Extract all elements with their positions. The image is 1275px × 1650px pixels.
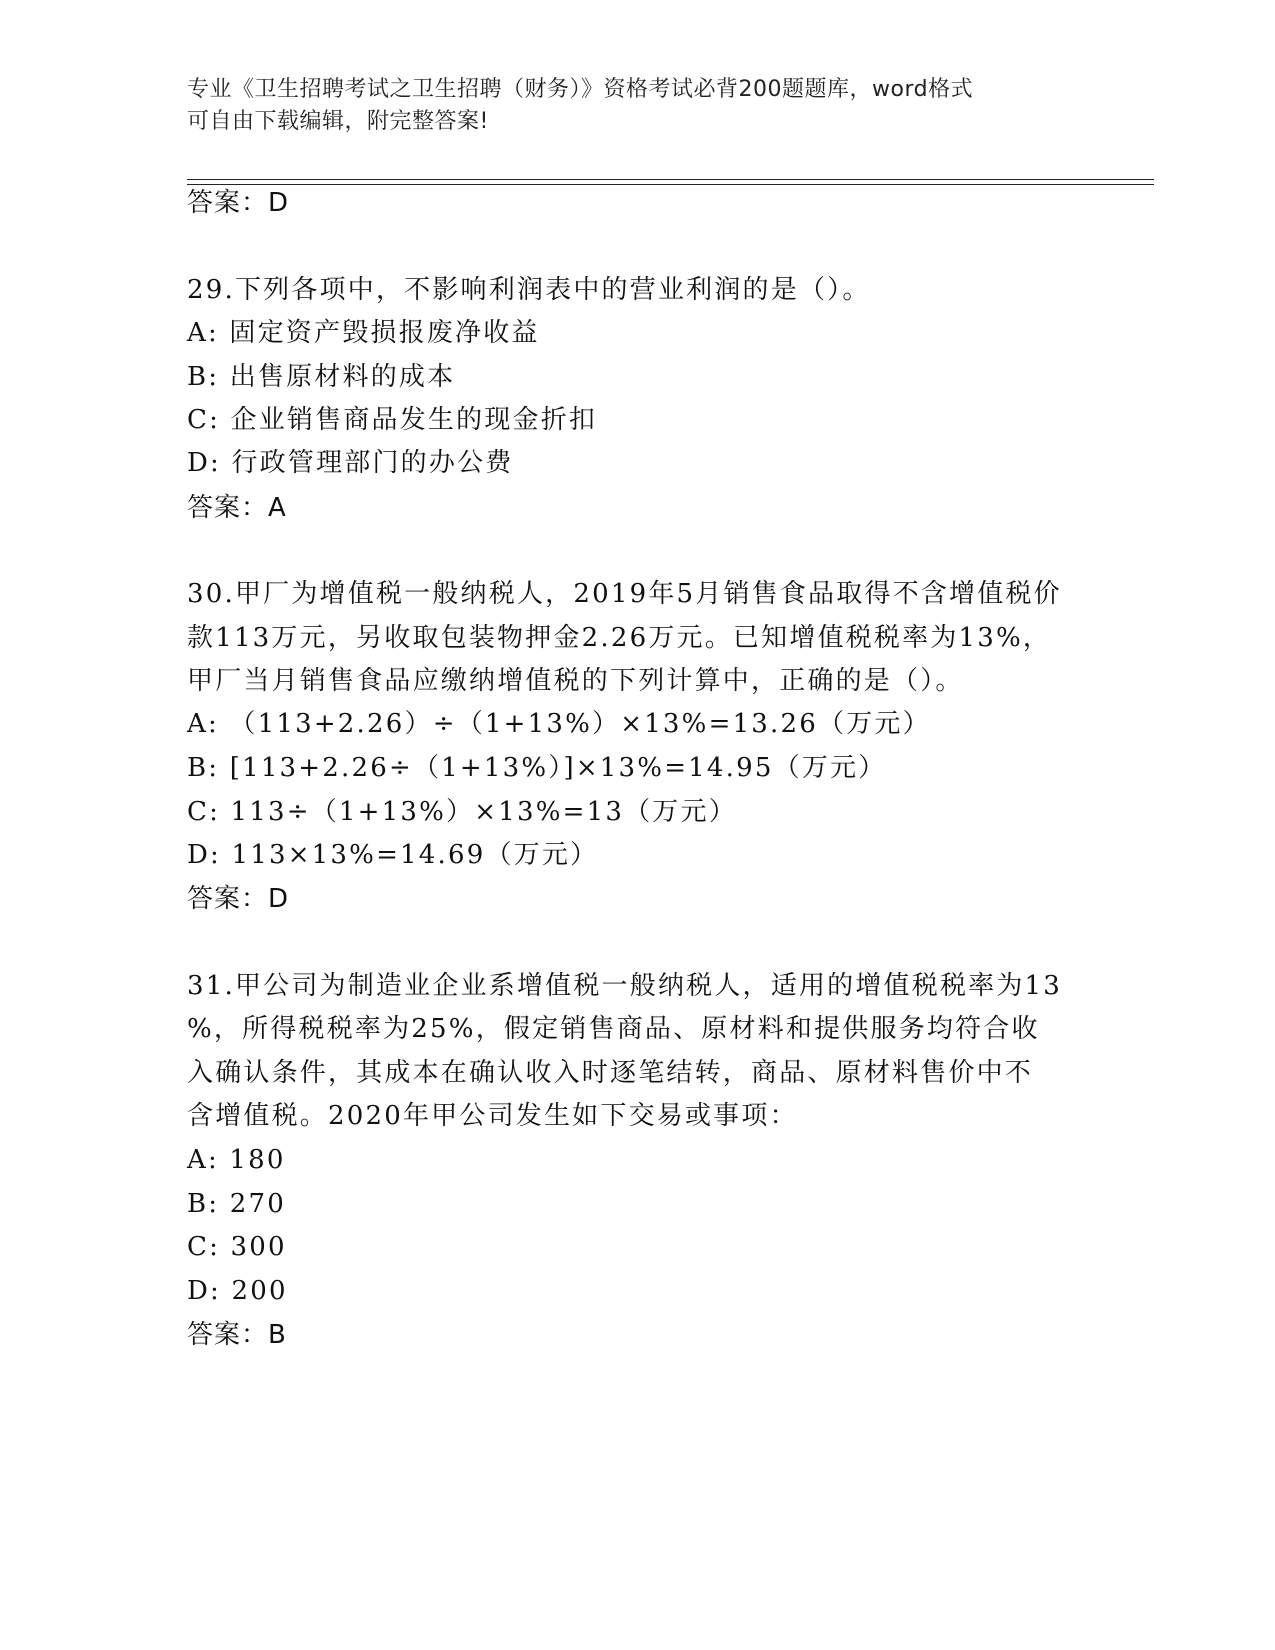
question-31-answer: 答案：B: [187, 1320, 287, 1350]
header-line-1: 专业《卫生招聘考试之卫生招聘（财务）》资格考试必背200题题库，word格式: [187, 77, 974, 102]
answer-previous: 答案：D: [187, 188, 290, 218]
question-31-option-a: A: 180: [187, 1145, 286, 1175]
header-divider-bottom: [187, 184, 1154, 185]
question-30-option-c: C: 113÷（1+13%）×13%=13（万元）: [187, 797, 737, 827]
question-30-answer: 答案：D: [187, 884, 290, 914]
question-31-stem-line-4: 含增值税。2020年甲公司发生如下交易或事项：: [187, 1101, 798, 1131]
question-31-option-b: B: 270: [187, 1189, 286, 1219]
header-divider-top: [187, 179, 1154, 180]
question-31-stem-line-1: 31.甲公司为制造业企业系增值税一般纳税人，适用的增值税税率为13: [187, 971, 1063, 1001]
question-30-stem-line-1: 30.甲厂为增值税一般纳税人，2019年5月销售食品取得不含增值税价: [187, 579, 1062, 609]
question-30-stem-line-3: 甲厂当月销售食品应缴纳增值税的下列计算中，正确的是（）。: [187, 666, 964, 696]
question-30-stem-line-2: 款113万元，另收取包装物押金2.26万元。已知增值税税率为13%，: [187, 623, 1052, 653]
question-30-option-a: A: （113+2.26）÷（1+13%）×13%=13.26（万元）: [187, 709, 931, 739]
header-line-2: 可自由下载编辑，附完整答案!: [187, 109, 489, 134]
question-29-answer: 答案：A: [187, 493, 287, 523]
question-29-option-c: C: 企业销售商品发生的现金折扣: [187, 405, 598, 435]
question-29-option-b: B: 出售原材料的成本: [187, 362, 456, 392]
question-29-option-a: A: 固定资产毁损报废净收益: [187, 318, 540, 348]
question-31-option-c: C: 300: [187, 1232, 287, 1262]
question-30-option-b: B: [113+2.26÷（1+13%）]×13%=14.95（万元）: [187, 753, 887, 783]
question-30-option-d: D: 113×13%=14.69（万元）: [187, 840, 599, 870]
question-31-stem-line-3: 入确认条件，其成本在确认收入时逐笔结转，商品、原材料售价中不: [187, 1058, 1034, 1088]
question-31-option-d: D: 200: [187, 1276, 288, 1306]
question-29-stem: 29.下列各项中，不影响利润表中的营业利润的是（）。: [187, 275, 871, 305]
question-31-stem-line-2: %，所得税税率为25%，假定销售商品、原材料和提供服务均符合收: [187, 1014, 1040, 1044]
question-29-option-d: D: 行政管理部门的办公费: [187, 448, 514, 478]
page-header: [187, 74, 1087, 138]
